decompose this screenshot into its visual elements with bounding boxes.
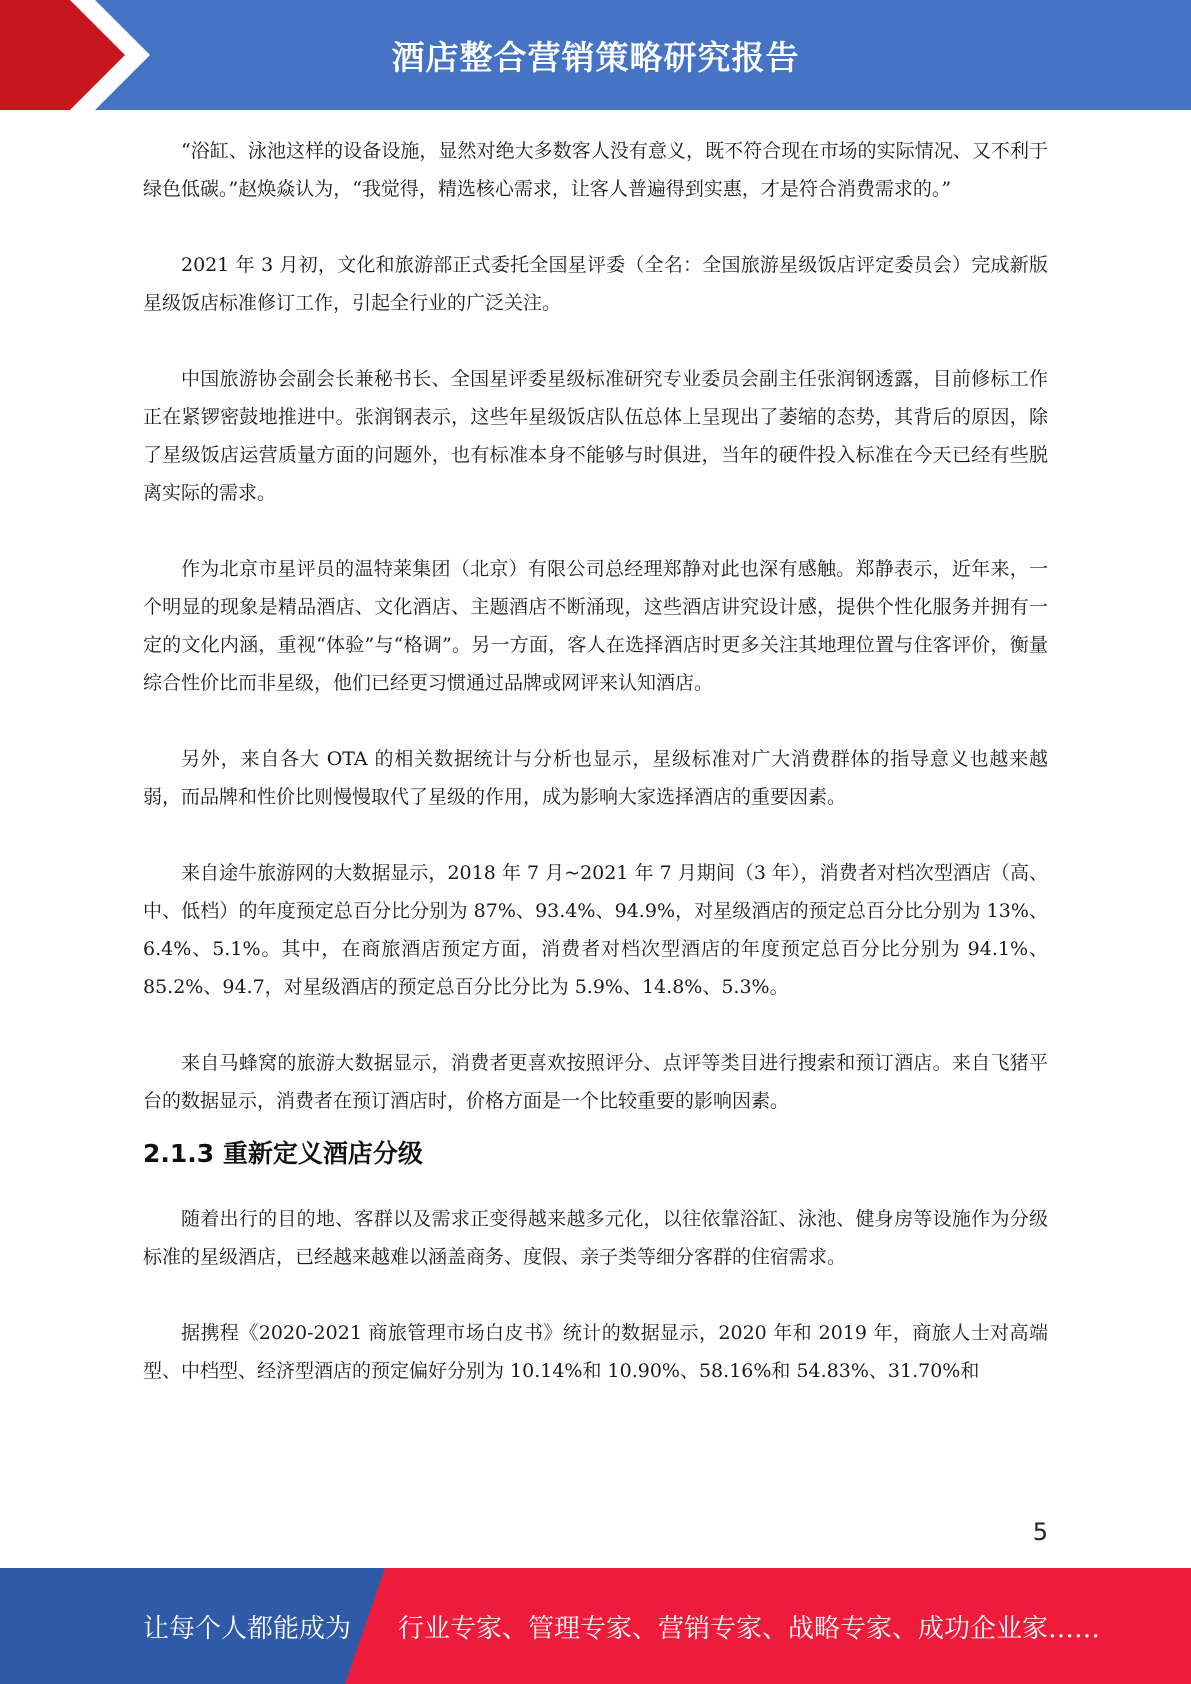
body-paragraph: 中国旅游协会副会长兼秘书长、全国星评委星级标准研究专业委员会副主任张润钢透露，目前修标工作正在紧锣密鼓地推进中。张润钢表示，这些年星级饭店队伍总体上呈现出了萎缩的态势，其背后的原因，除了星级饭店运营质量方面的问题外，也有标准本身不能够与时俱进，当年的硬件投入标准在今天已经有些脱离实际的需求。: [143, 368, 1048, 504]
body-paragraph: 作为北京市星评员的温特莱集团（北京）有限公司总经理郑静对此也深有感触。郑静表示，近年来，一个明显的现象是精品酒店、文化酒店、主题酒店不断涌现，这些酒店讲究设计感，提供个性化服务并拥有一定的文化内涵，重视“体验”与“格调”。另一方面，客人在选择酒店时更多关注其地理位置与住客评价，衡量综合性价比而非星级，他们已经更习惯通过品牌或网评来认知酒店。: [143, 558, 1048, 694]
body-paragraph: 随着出行的目的地、客群以及需求正变得越来越多元化，以往依靠浴缸、泳池、健身房等设施作为分级标准的星级酒店，已经越来越难以涵盖商务、度假、亲子类等细分客群的住宿需求。: [143, 1208, 1048, 1268]
body-paragraph: 另外，来自各大 OTA 的相关数据统计与分析也显示，星级标准对广大消费群体的指导意义也越来越弱，而品牌和性价比则慢慢取代了星级的作用，成为影响大家选择酒店的重要因素。: [143, 748, 1048, 808]
body-paragraph: 据携程《2020-2021 商旅管理市场白皮书》统计的数据显示，2020 年和 2019 年，商旅人士对高端型、中档型、经济型酒店的预定偏好分别为 10.14%和 10.90%、58.16%和 54.83%、31.70%和: [143, 1322, 1048, 1382]
page-number: 5: [1032, 1518, 1048, 1546]
body-paragraph: “浴缸、泳池这样的设备设施，显然对绝大多数客人没有意义，既不符合现在市场的实际情况、又不利于绿色低碳。”赵焕焱认为，“我觉得，精选核心需求，让客人普遍得到实惠，才是符合消费需求的。”: [143, 140, 1048, 200]
page-footer: [0, 1568, 1191, 1684]
footer-slogan-right: 行业专家、管理专家、营销专家、战略专家、成功企业家……: [398, 1613, 1101, 1644]
body-paragraph: 来自马蜂窝的旅游大数据显示，消费者更喜欢按照评分、点评等类目进行搜索和预订酒店。来自飞猪平台的数据显示，消费者在预订酒店时，价格方面是一个比较重要的影响因素。: [143, 1052, 1048, 1112]
page-header: [0, 0, 1191, 110]
report-title: 酒店整合营销策略研究报告: [391, 37, 800, 77]
section-heading: 2.1.3 重新定义酒店分级: [143, 1139, 423, 1168]
page-body: [143, 132, 1048, 1390]
body-paragraph: 2021 年 3 月初，文化和旅游部正式委托全国星评委（全名：全国旅游星级饭店评定委员会）完成新版星级饭店标准修订工作，引起全行业的广泛关注。: [143, 254, 1048, 314]
footer-slogan-left: 让每个人都能成为: [143, 1613, 352, 1644]
body-paragraph: 来自途牛旅游网的大数据显示，2018 年 7 月~2021 年 7 月期间（3 年），消费者对档次型酒店（高、中、低档）的年度预定总百分比分别为 87%、93.4%、94.9%，对星级酒店的预定总百分比分别为 13%、6.4%、5.1%。其中，在商旅酒店预定方面，消费者对档次型酒店的年度预定总百分比分别为 94.1%、85.2%、94.7，对星级酒店的预定总百分比分比为 5.9%、14.8%、5.3%。: [143, 862, 1048, 998]
